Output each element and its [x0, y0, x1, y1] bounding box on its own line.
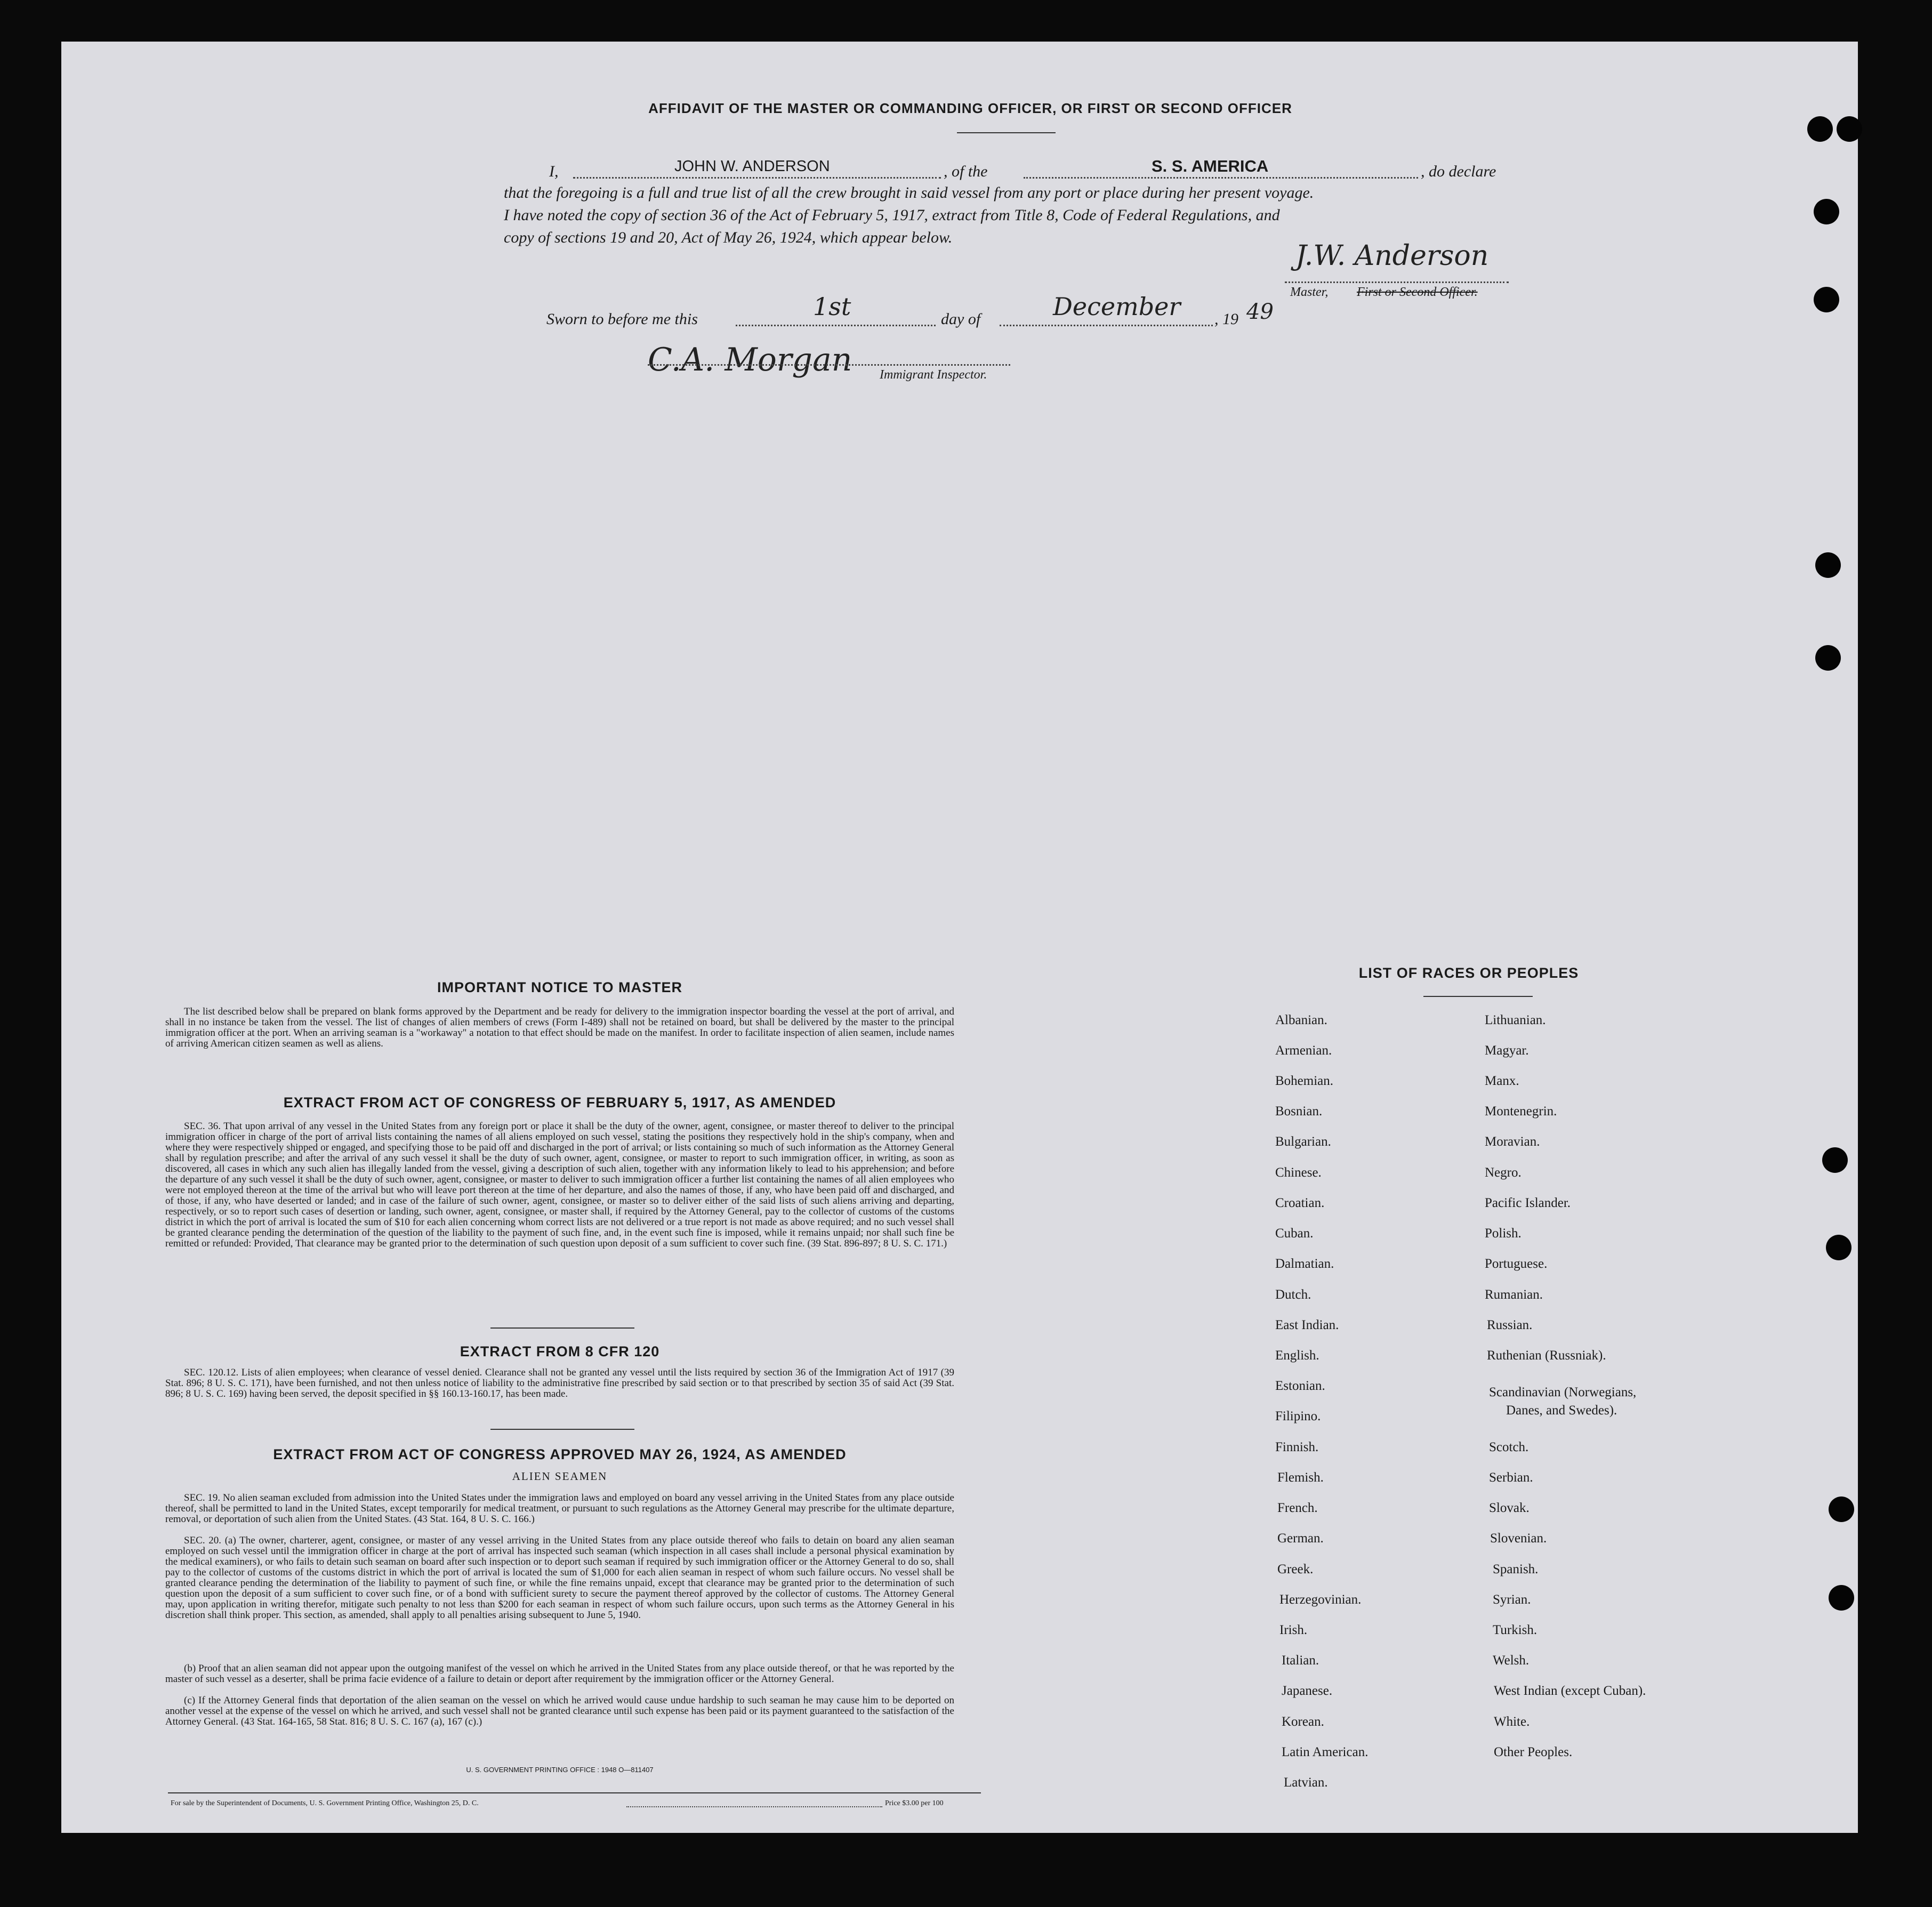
extract-cfr-body: SEC. 120.12. Lists of alien employees; when clearance of vessel denied. Clearance shall not be granted any vessel until the lists required by section 36 of the Immigration Act of 1917 (39 Stat. 896; 8 U. S. C. 171), have been furnished, and not then unless notice of liability to the administrative fine prescribed by said section or to that prescribed by section 35 of said Act (39 Stat. 896; 8 U. S. C. 169) having been served, the deposit specified in §§ 160.13-160.17, has been made.	[165, 1367, 954, 1399]
race-item-left: Bohemian.	[1275, 1074, 1334, 1088]
affidavit-pronoun: I,	[549, 163, 559, 180]
race-item-left: Filipino.	[1275, 1409, 1321, 1423]
master-name: JOHN W. ANDERSON	[674, 158, 830, 175]
race-item-left: Greek.	[1277, 1562, 1314, 1576]
race-item-right: Ruthenian (Russniak).	[1487, 1348, 1606, 1363]
master-label: Master,	[1290, 285, 1329, 299]
race-item-right: Serbian.	[1489, 1470, 1533, 1485]
gpo-imprint: U. S. GOVERNMENT PRINTING OFFICE : 1948 O—811407	[466, 1766, 654, 1774]
race-item-left: Flemish.	[1277, 1470, 1324, 1485]
race-item-right: Rumanian.	[1485, 1288, 1543, 1302]
race-item-left: Italian.	[1282, 1653, 1319, 1668]
master-signature: J.W. Anderson	[1295, 240, 1489, 272]
punch-hole	[1829, 1496, 1854, 1522]
race-item-right: Slovak.	[1489, 1501, 1529, 1515]
race-item-right: Magyar.	[1485, 1043, 1529, 1058]
race-item-right: Other Peoples.	[1494, 1745, 1573, 1759]
race-item-right: Moravian.	[1485, 1134, 1540, 1149]
race-item-left: German.	[1277, 1531, 1324, 1546]
race-item-left: Croatian.	[1275, 1196, 1325, 1210]
race-item-right: Negro.	[1485, 1165, 1522, 1180]
race-item-left: Bosnian.	[1275, 1104, 1323, 1119]
race-item-left: Dalmatian.	[1275, 1257, 1334, 1271]
race-item-right: Pacific Islander.	[1485, 1196, 1571, 1210]
punch-hole	[1822, 1147, 1848, 1173]
race-item-right: Syrian.	[1493, 1592, 1531, 1607]
extract-1924-subtitle: ALIEN SEAMEN	[512, 1470, 608, 1483]
race-item-left: Armenian.	[1275, 1043, 1332, 1058]
inspector-label: Immigrant Inspector.	[880, 368, 987, 382]
of-the-label: , of the	[944, 163, 988, 180]
inspector-signature: C.A. Morgan	[648, 341, 852, 379]
sale-notice: For sale by the Superintendent of Documents, U. S. Government Printing Office, Washington 25, D. C.	[171, 1799, 479, 1807]
extract-1924-sec20b: (b) Proof that an alien seaman did not appear upon the outgoing manifest of the vessel on which he arrived in the United States from any place outside thereof, or that he was reported by the master of such vessel as a deserter, shall be prima facie evidence of a failure to detain or deport after requirement by the immigration officer or the Attorney General.	[165, 1663, 954, 1685]
punch-hole	[1814, 287, 1839, 312]
race-item-right: Montenegrin.	[1485, 1104, 1557, 1119]
punch-hole	[1815, 645, 1841, 671]
races-title: LIST OF RACES OR PEOPLES	[1358, 965, 1579, 981]
day-of-label: day of	[941, 310, 981, 328]
race-item-left: Herzegovinian.	[1279, 1592, 1362, 1607]
extract-1924-sec20a: SEC. 20. (a) The owner, charterer, agent, consignee, or master of any vessel arriving in the United States from any place outside thereof who fails to detain on board any alien seaman employed on such vessel until the immigration officer in charge at the port of arrival has inspected such seaman (which inspection in all cases shall include a personal physical examination by the medical examiners), or who fails to detain such seaman on board after such inspection or to deport such seaman if required by such immigration officer or the Attorney General to do so, shall pay to the collector of customs of the customs district in which the port of arrival is located the sum of $1,000 for each alien seaman in respect of whom such failure occurs. No vessel shall be granted clearance pending the determination of the liability to payment of such fine, or while the fine remains unpaid, except that clearance may be granted prior to the determination of such question upon the deposit of a sum sufficient to cover such fine, or of a bond with sufficient surety to secure the payment thereof approved by the collector of customs. The Attorney General may, upon application in writing therefor, mitigate such penalty to not less than $200 for each seaman in respect of whom such failure occurs, upon such terms as the Attorney General in his discretion shall think proper. This section, as amended, shall apply to all penalties arising subsequent to June 5, 1940.	[165, 1535, 954, 1621]
punch-hole	[1837, 116, 1862, 142]
do-declare-label: , do declare	[1421, 163, 1496, 180]
master-signature-line	[1285, 271, 1509, 283]
race-item-right: Scandinavian (Norwegians,	[1489, 1385, 1637, 1399]
race-item-right: Scotch.	[1489, 1440, 1529, 1454]
month-value: December	[1053, 292, 1181, 321]
affidavit-line-3: I have noted the copy of section 36 of the Act of February 5, 1917, extract from Title 8, Code of Federal Regulations, and	[504, 206, 1280, 224]
day-value: 1st	[813, 292, 851, 321]
extract-1924-sec20c: (c) If the Attorney General finds that deportation of the alien seaman on the vessel on which he arrived would cause undue hardship to such seaman he may cause him to be deported on another vessel at the expense of the vessel on which he arrived, and such vessel shall not be granted clearance until such expense has been paid or its payment guaranteed to the satisfaction of the Attorney General. (43 Stat. 164-165, 58 Stat. 816; 8 U. S. C. 167 (a), 167 (c).)	[165, 1695, 954, 1727]
extract-1917-title: EXTRACT FROM ACT OF CONGRESS OF FEBRUARY 5, 1917, AS AMENDED	[283, 1095, 836, 1111]
race-item-right: Lithuanian.	[1485, 1013, 1546, 1027]
race-item-left: Latin American.	[1282, 1745, 1368, 1759]
race-item-left: Latvian.	[1284, 1775, 1328, 1790]
extract-1917-body: SEC. 36. That upon arrival of any vessel in the United States from any foreign port or place it shall be the duty of the owner, agent, consignee, or master thereof to deliver to the principal immigration officer in charge of the port of arrival lists containing the names of all aliens employed on such vessel, stating the positions they respectively hold in the ship's company, when and where they were respectively shipped or engaged, and specifying those to be paid off and discharged in the port of arrival; or lists containing so much of such information as the Attorney General shall by regulation prescribe; and after the arrival of any such vessel it shall be the duty of such owner, agent, consignee, or master to report to such immigration officer, in writing, as soon as discovered, all cases in which any such alien has illegally landed from the vessel, giving a description of such alien, together with any information likely to lead to his apprehension; and before the departure of any such vessel it shall be the duty of such owner, agent, consignee, or master to deliver to such immigration officer a further list containing the names of all alien employees who were not employed thereon at the time of the arrival but who will leave port thereon at the time of her departure, and also the names of those, if any, who have been paid off and discharged, and of those, if any, who have deserted or landed; and in case of the failure of such owner, agent, consignee, or master so to deliver either of the said lists of such aliens arriving and departing, respectively, or so to report such cases of desertion or landing, such owner, agent, consignee, or master shall, if required by the Attorney General, pay to the collector of customs of the customs district in which the port of arrival is located the sum of $10 for each alien concerning whom correct lists are not delivered or a true report is not made as above required; and no such vessel shall be granted clearance pending the determination of the question of the liability to the payment of such fine, and, in the event such fine is imposed, while it remains unpaid; nor shall such fine be remitted or refunded: Provided, That clearance may be granted prior to the determination of such question upon deposit of a sum sufficient to cover such fine. (39 Stat. 896-897; 8 U. S. C. 171.)	[165, 1121, 954, 1249]
title-rule	[957, 132, 1056, 133]
race-item-left: Albanian.	[1275, 1013, 1327, 1027]
race-item-right: Danes, and Swedes).	[1506, 1403, 1617, 1418]
race-item-left: Korean.	[1282, 1715, 1324, 1729]
race-item-left: English.	[1275, 1348, 1319, 1363]
race-item-left: Bulgarian.	[1275, 1134, 1331, 1149]
race-item-right: Spanish.	[1493, 1562, 1539, 1576]
race-item-left: Dutch.	[1275, 1288, 1311, 1302]
race-item-left: Chinese.	[1275, 1165, 1322, 1180]
punch-hole	[1815, 552, 1841, 578]
punch-hole	[1829, 1585, 1854, 1611]
footer-leader	[626, 1801, 882, 1807]
notice-body: The list described below shall be prepared on blank forms approved by the Department and be ready for delivery to the immigration inspector boarding the vessel at the port of arrival, and shall in no instance be taken from the vessel. The list of changes of alien members of crews (Form I-489) shall not be retained on board, but shall be delivered by the master to the principal immigration officer at the port. When an arriving seaman is a "workaway" a notation to that effect should be made on the manifest. In order to facilitate inspection of alien seamen, include names of arriving American citizen seamen as well as aliens.	[165, 1006, 954, 1049]
footer-rule	[168, 1792, 981, 1793]
race-item-right: Welsh.	[1493, 1653, 1529, 1668]
race-item-left: East Indian.	[1275, 1318, 1339, 1332]
price-notice: Price $3.00 per 100	[885, 1799, 944, 1807]
race-item-left: Irish.	[1279, 1623, 1308, 1637]
affidavit-line-4: copy of sections 19 and 20, Act of May 26, 1924, which appear below.	[504, 229, 953, 246]
race-item-left: Japanese.	[1282, 1684, 1333, 1698]
race-item-left: Finnish.	[1275, 1440, 1319, 1454]
year-value: 49	[1246, 300, 1274, 324]
race-item-left: Cuban.	[1275, 1226, 1314, 1241]
struck-officer-label: First or Second Officer.	[1357, 285, 1478, 299]
race-item-right: White.	[1494, 1715, 1530, 1729]
punch-hole	[1826, 1235, 1851, 1260]
punch-hole	[1814, 199, 1839, 224]
race-item-left: Estonian.	[1275, 1379, 1325, 1393]
affidavit-line-2: that the foregoing is a full and true list of all the crew brought in said vessel from any port or place during her present voyage.	[504, 184, 1314, 202]
extract-1924-sec19: SEC. 19. No alien seaman excluded from admission into the United States under the immigration laws and employed on board any vessel arriving in the United States from any place outside thereof, shall be permitted to land in the United States, except temporarily for medical treatment, or pursuant to such regulations as the Attorney General may prescribe for the ultimate departure, removal, or deportation of such alien from the United States. (43 Stat. 164, 8 U. S. C. 166.)	[165, 1492, 954, 1525]
section-rule	[490, 1327, 634, 1329]
notice-title: IMPORTANT NOTICE TO MASTER	[437, 979, 682, 995]
extract-cfr-title: EXTRACT FROM 8 CFR 120	[460, 1343, 660, 1359]
race-item-right: Portuguese.	[1485, 1257, 1548, 1271]
inspector-line	[648, 356, 1010, 366]
punch-hole	[1807, 116, 1833, 142]
race-item-right: Manx.	[1485, 1074, 1519, 1088]
section-rule	[490, 1429, 634, 1430]
vessel-name: S. S. AMERICA	[1152, 157, 1269, 175]
race-item-right: Russian.	[1487, 1318, 1533, 1332]
race-item-right: Slovenian.	[1490, 1531, 1547, 1546]
race-item-left: French.	[1277, 1501, 1318, 1515]
races-title-rule	[1423, 996, 1533, 997]
extract-1924-title: EXTRACT FROM ACT OF CONGRESS APPROVED MAY 26, 1924, AS AMENDED	[273, 1446, 847, 1462]
sworn-label: Sworn to before me this	[546, 310, 698, 328]
year-prefix: , 19	[1214, 310, 1238, 328]
race-item-right: West Indian (except Cuban).	[1494, 1684, 1646, 1698]
affidavit-title: AFFIDAVIT OF THE MASTER OR COMMANDING OFFICER, OR FIRST OR SECOND OFFICER	[648, 100, 1292, 116]
race-item-right: Polish.	[1485, 1226, 1522, 1241]
race-item-right: Turkish.	[1493, 1623, 1537, 1637]
